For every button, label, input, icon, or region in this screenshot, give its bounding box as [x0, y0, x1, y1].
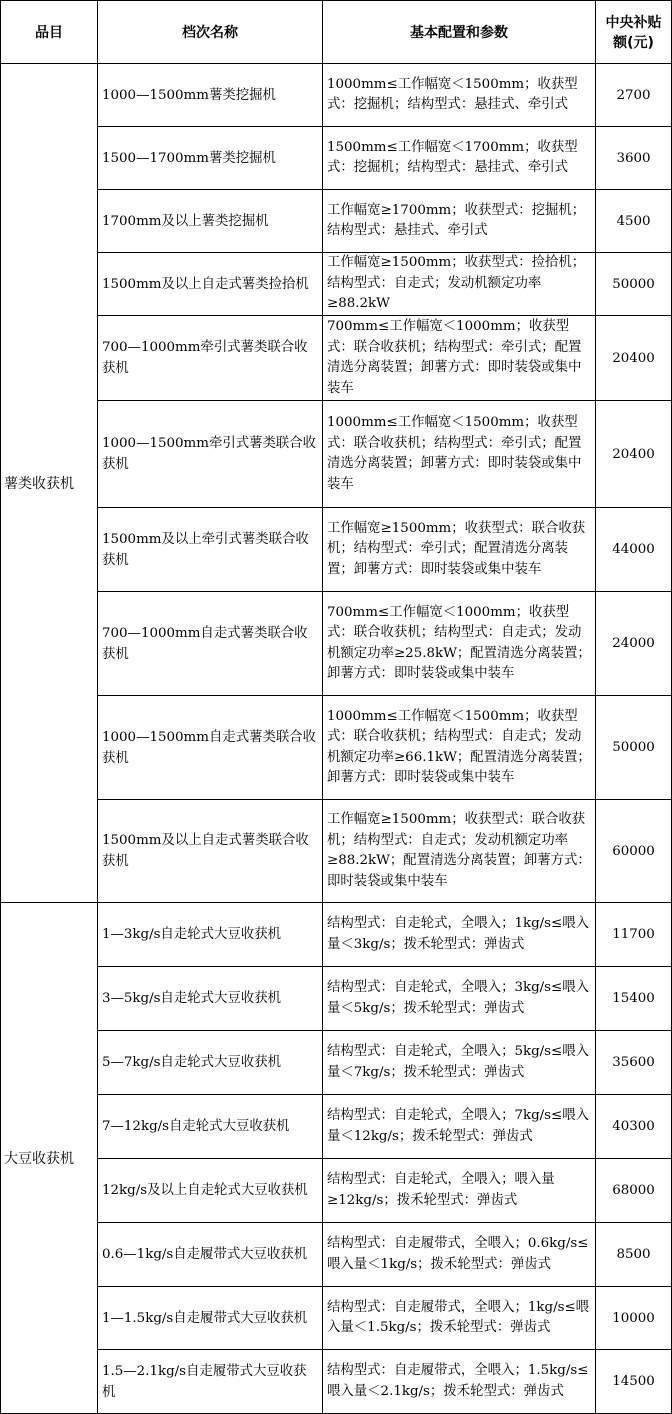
table-row [1, 64, 672, 127]
table-row [1, 1223, 672, 1287]
table-row [1, 401, 672, 508]
subsidy-cell: 20400 [596, 316, 672, 401]
header-subsidy: 中央补贴额(元) [596, 1, 672, 64]
spec-cell: 结构型式：自走轮式，全喂入；喂入量≥12kg/s；拨禾轮型式：弹齿式 [323, 1159, 596, 1223]
table-row [1, 800, 672, 903]
table-row [1, 1095, 672, 1159]
header-row [1, 1, 672, 64]
subsidy-cell: 44000 [596, 508, 672, 592]
grade-cell: 1500mm及以上自走式薯类联合收获机 [98, 800, 323, 903]
grade-cell: 5—7kg/s自走轮式大豆收获机 [98, 1031, 323, 1095]
spec-cell: 结构型式：自走履带式，全喂入；1kg/s≤喂入量＜1.5kg/s；拨禾轮型式：弹齿式 [323, 1287, 596, 1350]
category-cell: 大豆收获机 [1, 903, 98, 1414]
spec-cell: 工作幅宽≥1500mm；收获型式：联合收获机；结构型式：牵引式；配置清选分离装置；卸薯方式：即时装袋或集中装车 [323, 508, 596, 592]
subsidy-cell: 4500 [596, 190, 672, 253]
table-row [1, 316, 672, 401]
table-row [1, 1350, 672, 1414]
grade-cell: 1500—1700mm薯类挖掘机 [98, 127, 323, 190]
spec-cell: 工作幅宽≥1700mm；收获型式：挖掘机；结构型式：悬挂式、牵引式 [323, 190, 596, 253]
spec-cell: 结构型式：自走履带式，全喂入；1.5kg/s≤喂入量＜2.1kg/s；拨禾轮型式：弹齿式 [323, 1350, 596, 1414]
spec-cell: 结构型式：自走轮式，全喂入；7kg/s≤喂入量＜12kg/s；拨禾轮型式：弹齿式 [323, 1095, 596, 1159]
table-row [1, 592, 672, 696]
grade-cell: 7—12kg/s自走轮式大豆收获机 [98, 1095, 323, 1159]
spec-cell: 1000mm≤工作幅宽＜1500mm；收获型式：联合收获机；结构型式：自走式；发动机额定功率≥66.1kW；配置清选分离装置；卸薯方式：即时装袋或集中装车 [323, 696, 596, 800]
spec-cell: 工作幅宽≥1500mm；收获型式：联合收获机；结构型式：自走式；发动机额定功率≥88.2kW；配置清选分离装置；卸薯方式：即时装袋或集中装车 [323, 800, 596, 903]
grade-cell: 3—5kg/s自走轮式大豆收获机 [98, 967, 323, 1031]
subsidy-cell: 50000 [596, 253, 672, 316]
spec-cell: 结构型式：自走履带式，全喂入；0.6kg/s≤喂入量＜1kg/s；拨禾轮型式：弹齿式 [323, 1223, 596, 1287]
subsidy-cell: 8500 [596, 1223, 672, 1287]
spec-cell: 工作幅宽≥1500mm；收获型式：捡拾机；结构型式：自走式；发动机额定功率≥88.2kW [323, 253, 596, 316]
grade-cell: 1—1.5kg/s自走履带式大豆收获机 [98, 1287, 323, 1350]
table-row [1, 508, 672, 592]
subsidy-cell: 3600 [596, 127, 672, 190]
table-row [1, 253, 672, 316]
subsidy-cell: 14500 [596, 1350, 672, 1414]
subsidy-cell: 35600 [596, 1031, 672, 1095]
spec-cell: 结构型式：自走轮式，全喂入；5kg/s≤喂入量＜7kg/s；拨禾轮型式：弹齿式 [323, 1031, 596, 1095]
grade-cell: 1.5—2.1kg/s自走履带式大豆收获机 [98, 1350, 323, 1414]
grade-cell: 1—3kg/s自走轮式大豆收获机 [98, 903, 323, 967]
header-spec: 基本配置和参数 [323, 1, 596, 64]
spec-cell: 700mm≤工作幅宽＜1000mm；收获型式：联合收获机；结构型式：自走式；发动机额定功率≥25.8kW；配置清选分离装置；卸薯方式：即时装袋或集中装车 [323, 592, 596, 696]
table-row [1, 190, 672, 253]
table-row [1, 1287, 672, 1350]
grade-cell: 0.6—1kg/s自走履带式大豆收获机 [98, 1223, 323, 1287]
subsidy-cell: 68000 [596, 1159, 672, 1223]
spec-cell: 1000mm≤工作幅宽＜1500mm；收获型式：联合收获机；结构型式：牵引式；配置清选分离装置；卸薯方式：即时装袋或集中装车 [323, 401, 596, 508]
subsidy-cell: 40300 [596, 1095, 672, 1159]
spec-cell: 结构型式：自走轮式，全喂入；3kg/s≤喂入量＜5kg/s；拨禾轮型式：弹齿式 [323, 967, 596, 1031]
spec-cell: 结构型式：自走轮式，全喂入；1kg/s≤喂入量＜3kg/s；拨禾轮型式：弹齿式 [323, 903, 596, 967]
subsidy-cell: 15400 [596, 967, 672, 1031]
grade-cell: 700—1000mm自走式薯类联合收获机 [98, 592, 323, 696]
grade-cell: 1000—1500mm自走式薯类联合收获机 [98, 696, 323, 800]
grade-cell: 700—1000mm牵引式薯类联合收获机 [98, 316, 323, 401]
spec-cell: 1000mm≤工作幅宽＜1500mm；收获型式：挖掘机；结构型式：悬挂式、牵引式 [323, 64, 596, 127]
subsidy-cell: 50000 [596, 696, 672, 800]
subsidy-cell: 60000 [596, 800, 672, 903]
subsidy-cell: 2700 [596, 64, 672, 127]
spec-cell: 700mm≤工作幅宽＜1000mm；收获型式：联合收获机；结构型式：牵引式；配置清选分离装置；卸薯方式：即时装袋或集中装车 [323, 316, 596, 401]
table-row [1, 1159, 672, 1223]
table-row [1, 967, 672, 1031]
table-row [1, 127, 672, 190]
grade-cell: 1000—1500mm薯类挖掘机 [98, 64, 323, 127]
grade-cell: 1500mm及以上牵引式薯类联合收获机 [98, 508, 323, 592]
grade-cell: 12kg/s及以上自走轮式大豆收获机 [98, 1159, 323, 1223]
table-row [1, 696, 672, 800]
table-row [1, 1031, 672, 1095]
spec-cell: 1500mm≤工作幅宽＜1700mm；收获型式：挖掘机；结构型式：悬挂式、牵引式 [323, 127, 596, 190]
subsidy-cell: 20400 [596, 401, 672, 508]
grade-cell: 1500mm及以上自走式薯类捡拾机 [98, 253, 323, 316]
table-row [1, 903, 672, 967]
grade-cell: 1700mm及以上薯类挖掘机 [98, 190, 323, 253]
header-category: 品目 [1, 1, 98, 64]
subsidy-cell: 24000 [596, 592, 672, 696]
subsidy-cell: 10000 [596, 1287, 672, 1350]
subsidy-cell: 11700 [596, 903, 672, 967]
grade-cell: 1000—1500mm牵引式薯类联合收获机 [98, 401, 323, 508]
category-cell: 薯类收获机 [1, 64, 98, 903]
header-grade: 档次名称 [98, 1, 323, 64]
